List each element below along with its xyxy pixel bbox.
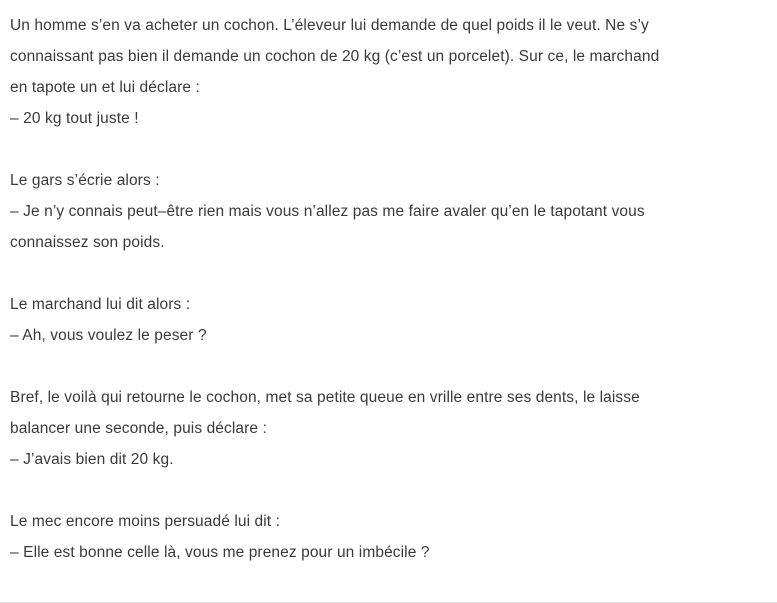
- paragraph-3: [10, 289, 767, 351]
- paragraph-4: [10, 382, 767, 475]
- text-line: Le gars s’écrie alors :: [10, 172, 160, 189]
- text-line: Un homme s’en va acheter un cochon. L’éleveur lui demande de quel poids il le veut. Ne s’y: [10, 17, 649, 34]
- paragraph-1: [10, 10, 767, 134]
- paragraph-spacer: [10, 351, 767, 382]
- text-line: – J’avais bien dit 20 kg.: [10, 451, 174, 468]
- text-line: connaissant pas bien il demande un cochon de 20 kg (c’est un porcelet). Sur ce, le marchand: [10, 48, 660, 65]
- text-line: en tapote un et lui déclare :: [10, 79, 200, 96]
- text-line: – Ah, vous voulez le peser ?: [10, 327, 207, 344]
- paragraph-5: [10, 506, 767, 568]
- text-line: Le mec encore moins persuadé lui dit :: [10, 513, 281, 530]
- paragraph-2: [10, 165, 767, 258]
- paragraph-spacer: [10, 134, 767, 165]
- paragraph-spacer: [10, 475, 767, 506]
- story-text: [10, 10, 767, 568]
- text-line: balancer une seconde, puis déclare :: [10, 420, 267, 437]
- text-line: – Je n’y connais peut–être rien mais vous n’allez pas me faire avaler qu’en le tapotant vous: [10, 203, 645, 220]
- paragraph-spacer: [10, 258, 767, 289]
- text-line: Bref, le voilà qui retourne le cochon, met sa petite queue en vrille entre ses dents, le laisse: [10, 389, 640, 406]
- text-line: Le marchand lui dit alors :: [10, 296, 191, 313]
- text-line: – Elle est bonne celle là, vous me prenez pour un imbécile ?: [10, 544, 430, 561]
- text-line: connaissez son poids.: [10, 234, 165, 251]
- text-line: – 20 kg tout juste !: [10, 110, 139, 127]
